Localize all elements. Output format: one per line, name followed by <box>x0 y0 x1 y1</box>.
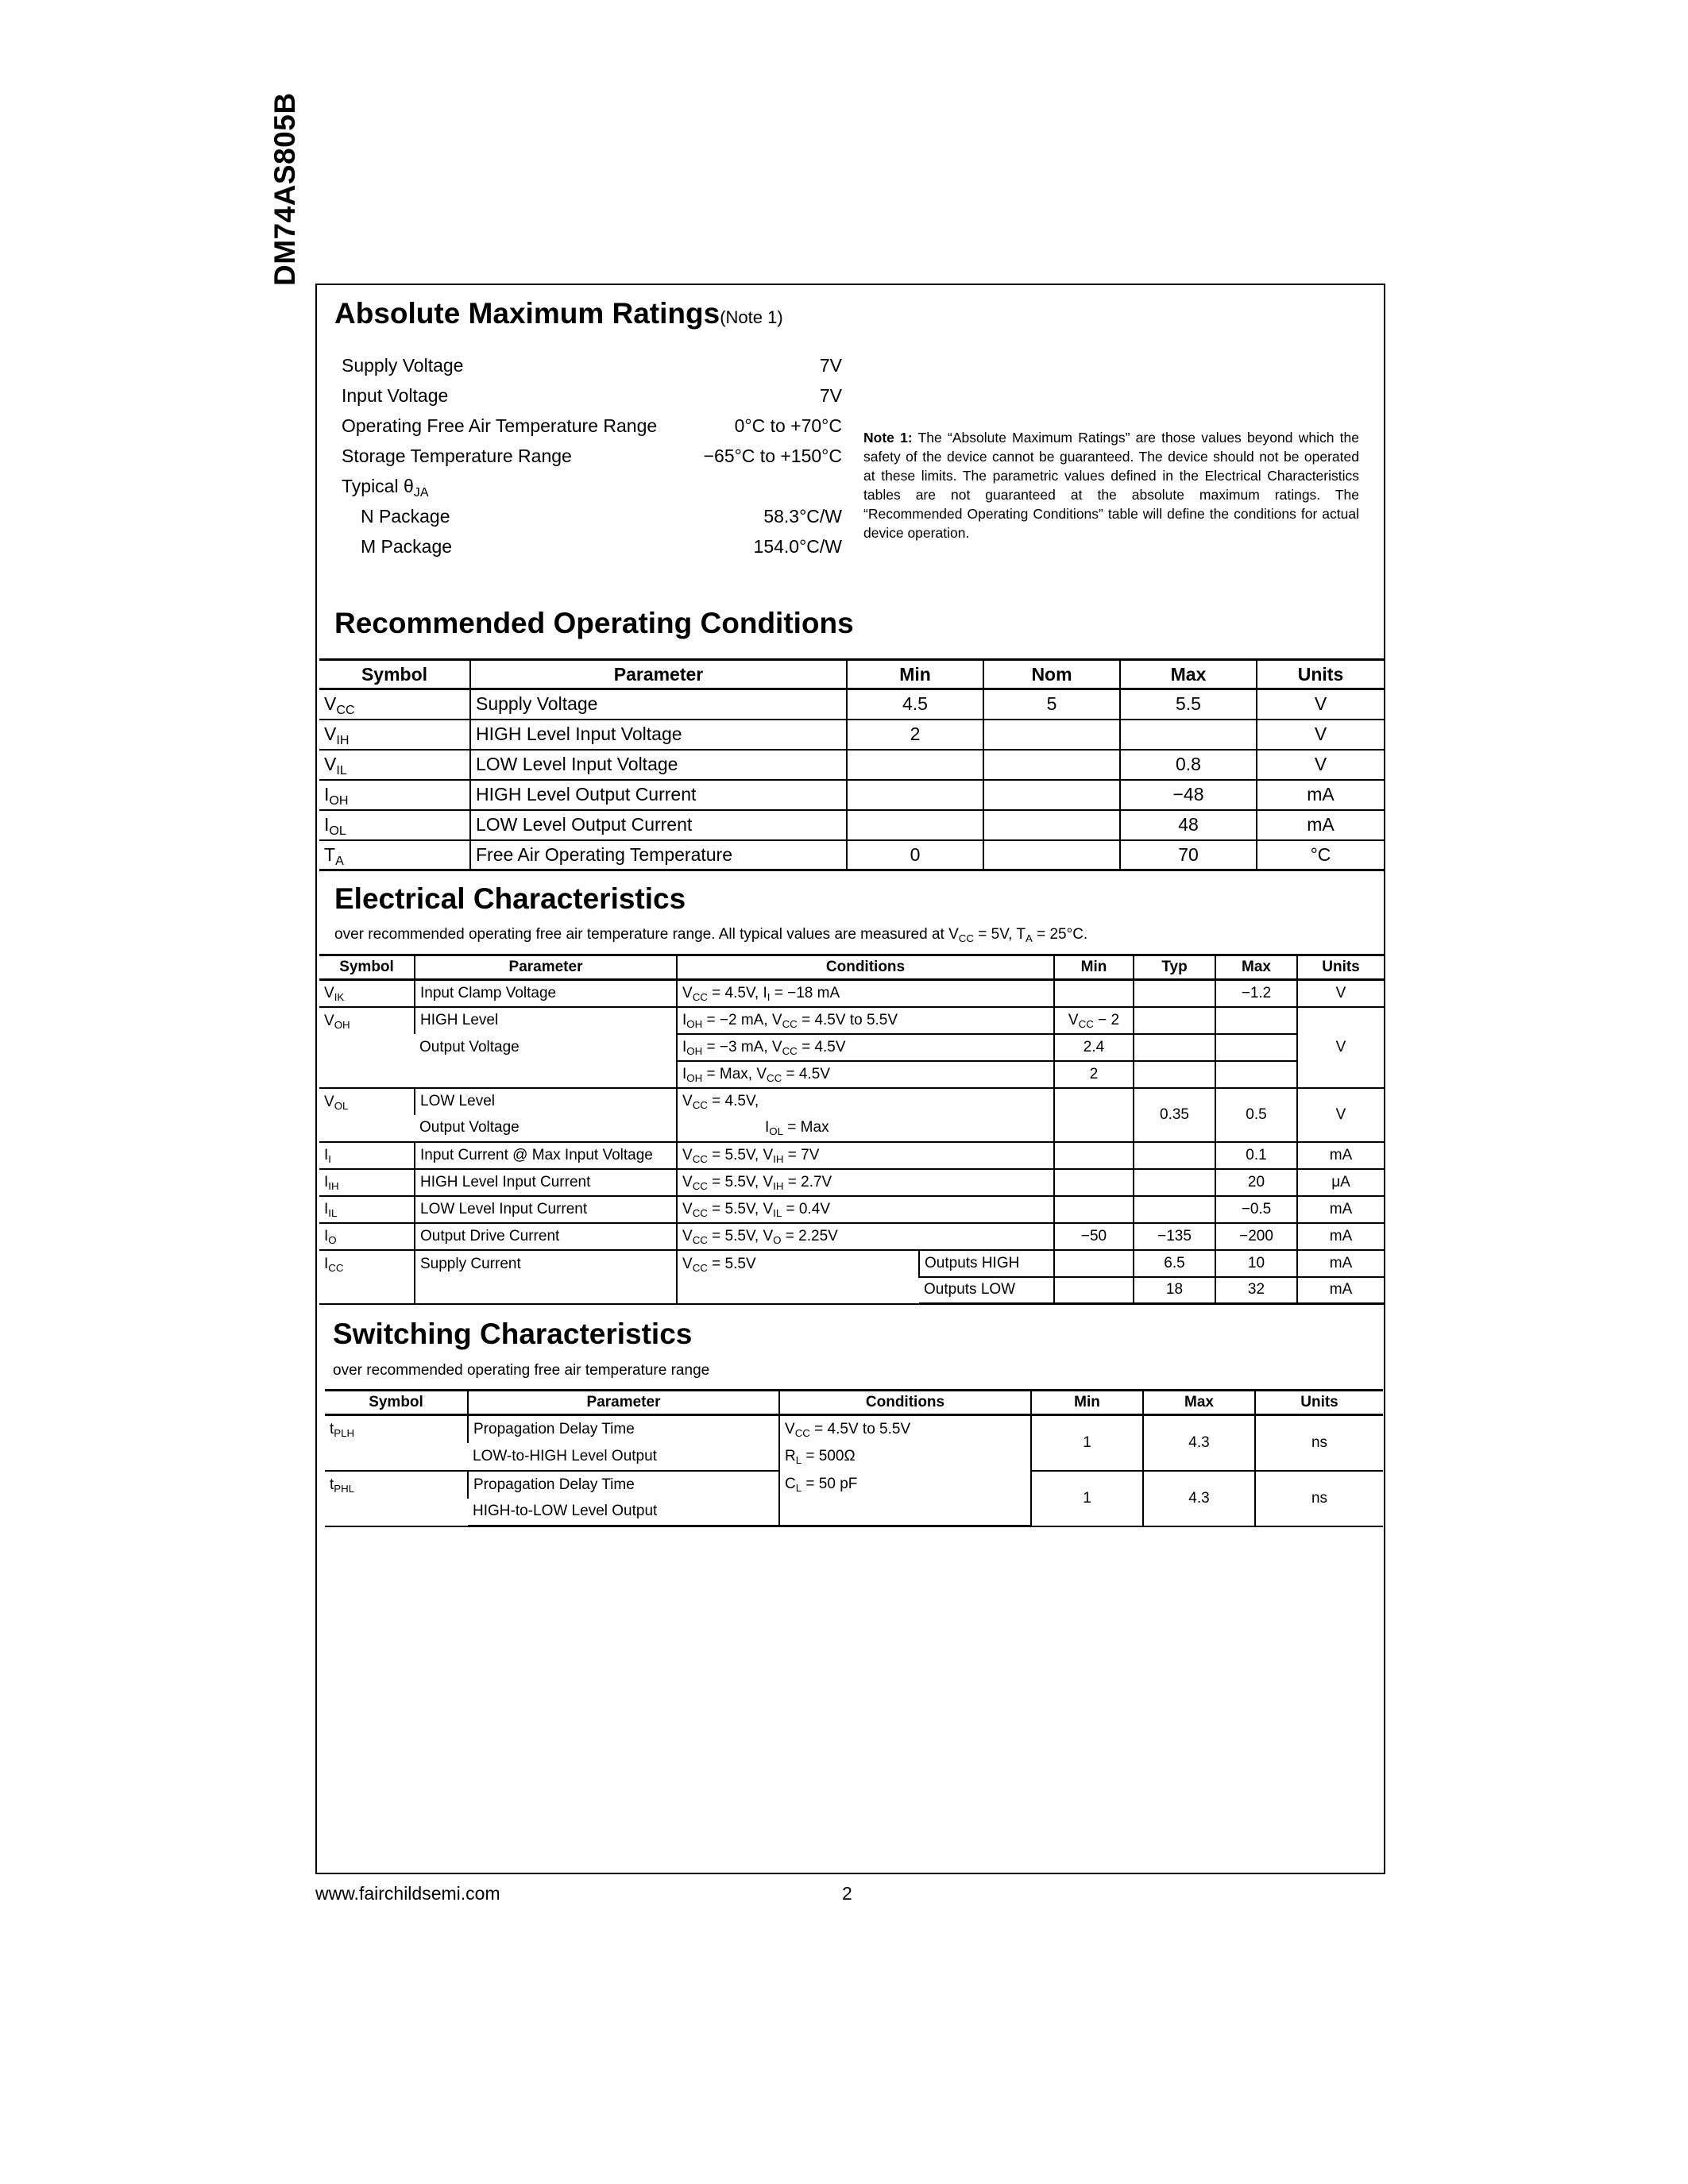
ec-title: Electrical Characteristics <box>334 882 686 915</box>
table-row: $V_{IL}$ LOW Level Input Voltage 0.8 V <box>319 750 1384 780</box>
table-row: $I_I$ Input Current @ Max Input Voltage $V_{CC} = 5.5V$, $V_{IH} = 7V$ 0.1 mA <box>319 1142 1384 1169</box>
table-row: $V_{OH}$ HIGH Level $I_{OH} = -2$ mA, $V_{CC} = 4.5V$ to 5.5V $V_{CC} - 2$ V <box>319 1007 1384 1034</box>
abs-max-row: N Package 58.3°C/W <box>361 506 842 527</box>
table-row: $t_{PLH}$ Propagation Delay Time $V_{CC} = 4.5V$ to 5.5V 1 4.3 ns <box>325 1415 1383 1443</box>
roc-title: Recommended Operating Conditions <box>334 607 854 639</box>
note-1: Note 1: The “Absolute Maximum Ratings” are those values beyond which the safety of the device cannot be guaranteed. The device should not be operated at these limits. The parametric values defined in the Electrical Characteristics tables are not guaranteed at the absolute maximum ratings. The “Recommended Operating Conditions” table will define the conditions for actual device operation. <box>863 430 1359 541</box>
table-row: $I_{CC}$ Supply Current $V_{CC} = 5.5V$ Outputs HIGH 6.5 10 mA <box>319 1250 1384 1277</box>
table-header-row: Symbol Parameter Conditions Min Max Units <box>325 1391 1383 1415</box>
table-row: $I_O$ Output Drive Current $V_{CC} = 5.5V$, $V_O = 2.25V$ −50 −135 −200 mA <box>319 1223 1384 1250</box>
table-row: $I_{IH}$ HIGH Level Input Current $V_{CC} = 5.5V$, $V_{IH} = 2.7V$ 20 μA <box>319 1169 1384 1196</box>
abs-max-note-ref: (Note 1) <box>720 307 783 327</box>
table-row: $I_{IL}$ LOW Level Input Current $V_{CC} = 5.5V$, $V_{IL} = 0.4V$ −0.5 mA <box>319 1196 1384 1223</box>
abs-max-row: Storage Temperature Range −65°C to +150°C <box>342 446 842 466</box>
abs-max-list <box>342 350 842 561</box>
table-row: $V_{CC}$ Supply Voltage 4.5 5 5.5 V <box>319 689 1384 720</box>
abs-max-row: M Package 154.0°C/W <box>361 536 842 557</box>
page-number: 2 <box>842 1883 852 1904</box>
roc-table <box>319 658 1384 871</box>
table-row: $T_A$ Free Air Operating Temperature 0 70 °C <box>319 840 1384 870</box>
table-header-row: Symbol Parameter Conditions Min Typ Max Units <box>319 955 1384 980</box>
table-header-row: Symbol Parameter Min Nom Max Units <box>319 660 1384 689</box>
table-row: LOW-to-HIGH Level Output $R_L = 500\Omega$ <box>325 1443 1383 1471</box>
table-row: $V_{IK}$ Input Clamp Voltage $V_{CC} = 4.5V$, $I_I = -18$ mA −1.2 V <box>319 980 1384 1007</box>
table-row: Output Voltage $I_{OH} = -3$ mA, $V_{CC} = 4.5V$ 2.4 <box>319 1034 1384 1061</box>
sc-title: Switching Characteristics <box>333 1318 693 1350</box>
ec-subtitle: over recommended operating free air temperature range. All typical values are measured at $V_{CC} = 5V$, $T_A = 25^\circ C$. <box>334 926 1088 944</box>
table-row: $t_{PHL}$ Propagation Delay Time $C_L = 50$ pF 1 4.3 ns <box>325 1471 1383 1499</box>
table-row: $V_{IH}$ HIGH Level Input Voltage 2 V <box>319 720 1384 750</box>
abs-max-row: Operating Free Air Temperature Range 0°C to +70°C <box>342 415 842 436</box>
abs-max-title: Absolute Maximum Ratings(Note 1) <box>334 297 783 330</box>
table-row: HIGH-to-LOW Level Output <box>325 1499 1383 1526</box>
table-row: $I_{OH}$ = Max, $V_{CC} = 4.5V$ 2 <box>319 1061 1384 1088</box>
abs-max-row: Supply Voltage 7V <box>342 355 842 376</box>
abs-max-row: Input Voltage 7V <box>342 385 842 406</box>
ec-table <box>319 954 1384 1305</box>
part-number-vertical: DM74AS805B <box>268 92 301 286</box>
table-row: $I_{OL}$ LOW Level Output Current 48 mA <box>319 810 1384 840</box>
table-row: $V_{OL}$ LOW Level $V_{CC} = 4.5V$, 0.35 0.5 V <box>319 1088 1384 1115</box>
table-row: $I_{OH}$ HIGH Level Output Current −48 mA <box>319 780 1384 810</box>
abs-max-row: Typical $\theta_{JA}$ <box>342 476 429 500</box>
table-row: Outputs LOW 18 32 mA <box>319 1277 1384 1304</box>
table-row: Output Voltage $I_{OL}$ = Max <box>319 1115 1384 1142</box>
sc-subtitle: over recommended operating free air temperature range <box>333 1362 710 1379</box>
sc-table <box>325 1389 1383 1527</box>
footer-url[interactable]: www.fairchildsemi.com <box>315 1883 500 1904</box>
content-frame <box>315 284 1385 1874</box>
